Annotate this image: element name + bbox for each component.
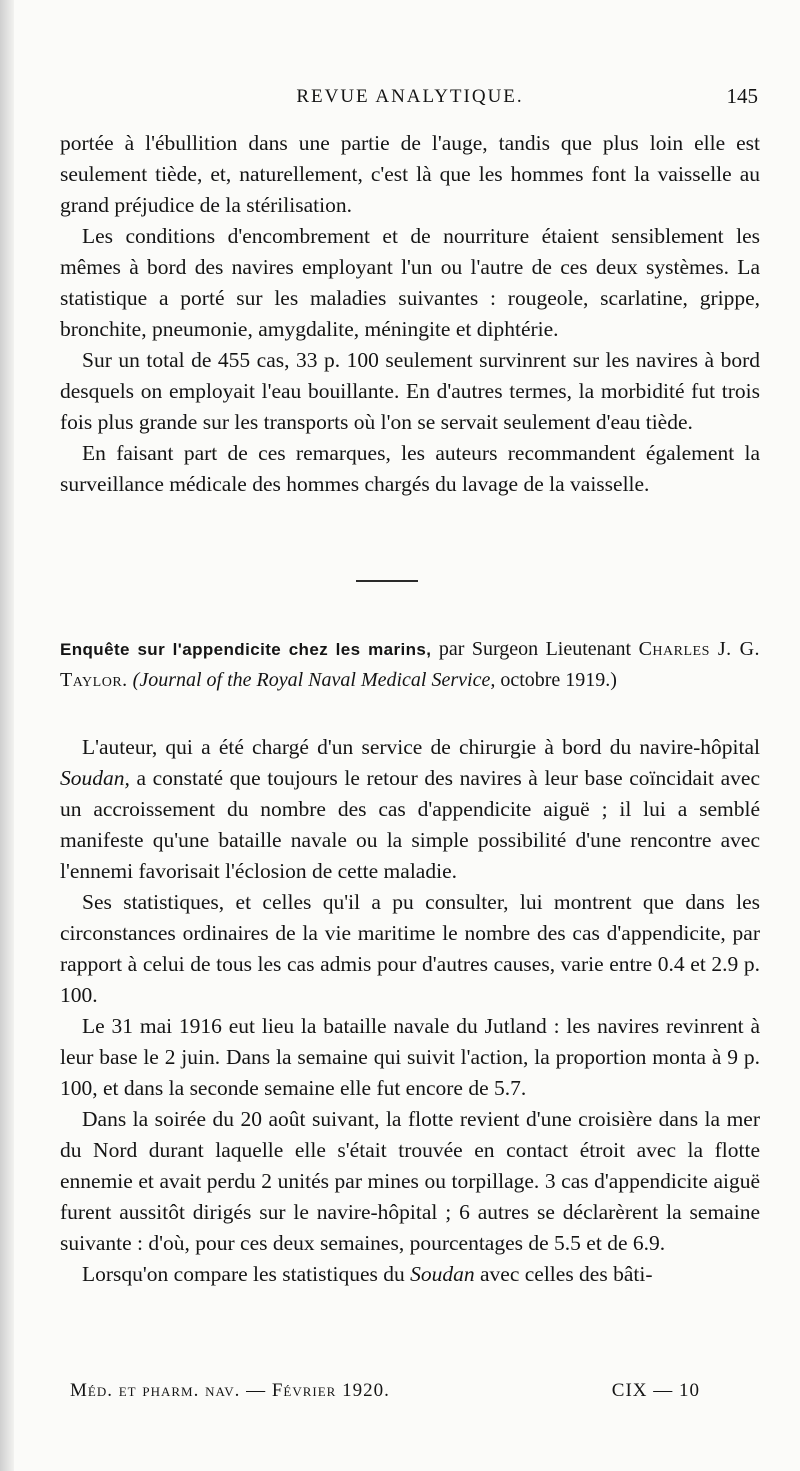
page-header [60, 80, 760, 114]
paragraph: Dans la soirée du 20 août suivant, la flotte revient d'une croisière dans la mer du Nord durant laquelle elle s'était trouvée en contact étroit avec la flotte ennemie et avait perdu 2 unités par mines ou torpillage. 3 cas d'appendicite aiguë furent aussitôt dirigés sur le navire-hôpital ; 6 autres se déclarèrent la semaine suivante : d'où, pour ces deux semaines, pourcentages de 5.5 et de 6.9. [60, 1107, 760, 1255]
article-journal: (Journal of the Royal Naval Medical Service, [132, 669, 496, 691]
paragraph: Ses statistiques, et celles qu'il a pu consulter, lui montrent que dans les circonstances ordinaires de la vie maritime le nombre des cas d'appendicite, par rapport à celui de tous les cas admis pour d'autres causes, varie entre 0.4 et 2.9 p. 100. [60, 890, 760, 1007]
running-title: REVUE ANALYTIQUE. [296, 86, 524, 107]
paragraph: portée à l'ébullition dans une partie de l'auge, tandis que plus loin elle est seulement tiède, et, naturellement, c'est là que les hommes font la vaisselle au grand préjudice de la stérilisation. [60, 131, 760, 217]
page-number: 145 [726, 84, 758, 108]
paragraph: Sur un total de 455 cas, 33 p. 100 seulement survinrent sur les navires à bord desquels on employait l'eau bouillante. En d'autres termes, la morbidité fut trois fois plus grande sur les transports où l'on se servait seulement d'eau tiède. [60, 348, 760, 434]
article-title: Enquête sur l'appendicite chez les marins, [60, 640, 432, 659]
article-date: octobre 1919.) [500, 669, 617, 691]
ship-name: Soudan, [60, 766, 130, 790]
footer-publication: Méd. et pharm. nav. — Février 1920. [70, 1380, 390, 1401]
paragraph: Les conditions d'encombrement et de nourriture étaient sensiblement les mêmes à bord des navires employant l'un ou l'autre de ces deux systèmes. La statistique a porté sur les maladies suivantes : rougeole, scarlatine, grippe, bronchite, pneumonie, amygdalite, méningite et diphtérie. [60, 224, 760, 341]
article-body [60, 732, 760, 1290]
text-run: avec celles des bâti- [479, 1262, 653, 1286]
text-run: L'auteur, qui a été chargé d'un service de chirurgie à bord du navire-hôpital [82, 735, 760, 759]
text-run: a constaté que toujours le retour des navires à leur base coïncidait avec un accroissement du nombre des cas d'appendicite aiguë ; il lui a semblé manifeste qu'une bataille navale ou la simple possibilité d'une rencontre avec l'ennemi favorisait l'éclosion de cette maladie. [60, 766, 760, 883]
paragraph: Le 31 mai 1916 eut lieu la bataille navale du Jutland : les navires revinrent à leur base le 2 juin. Dans la semaine qui suivit l'action, la proportion monta à 9 p. 100, et dans la seconde semaine elle fut encore de 5.7. [60, 1014, 760, 1100]
paragraph [60, 732, 760, 887]
article-heading [60, 634, 760, 696]
paragraph [60, 1259, 760, 1290]
article-author: Charles J. G. Taylor. [60, 638, 761, 691]
previous-article-text [60, 128, 760, 500]
article-by: par Surgeon Lieutenant [438, 638, 632, 660]
footer-signature: CIX — 10 [611, 1380, 700, 1401]
paragraph: En faisant part de ces remarques, les auteurs recommandent également la surveillance médicale des hommes chargés du lavage de la vaisselle. [60, 441, 760, 496]
section-divider [356, 580, 418, 582]
page-footer [70, 1380, 700, 1410]
ship-name: Soudan [410, 1262, 475, 1286]
text-run: Lorsqu'on compare les statistiques du [82, 1262, 405, 1286]
